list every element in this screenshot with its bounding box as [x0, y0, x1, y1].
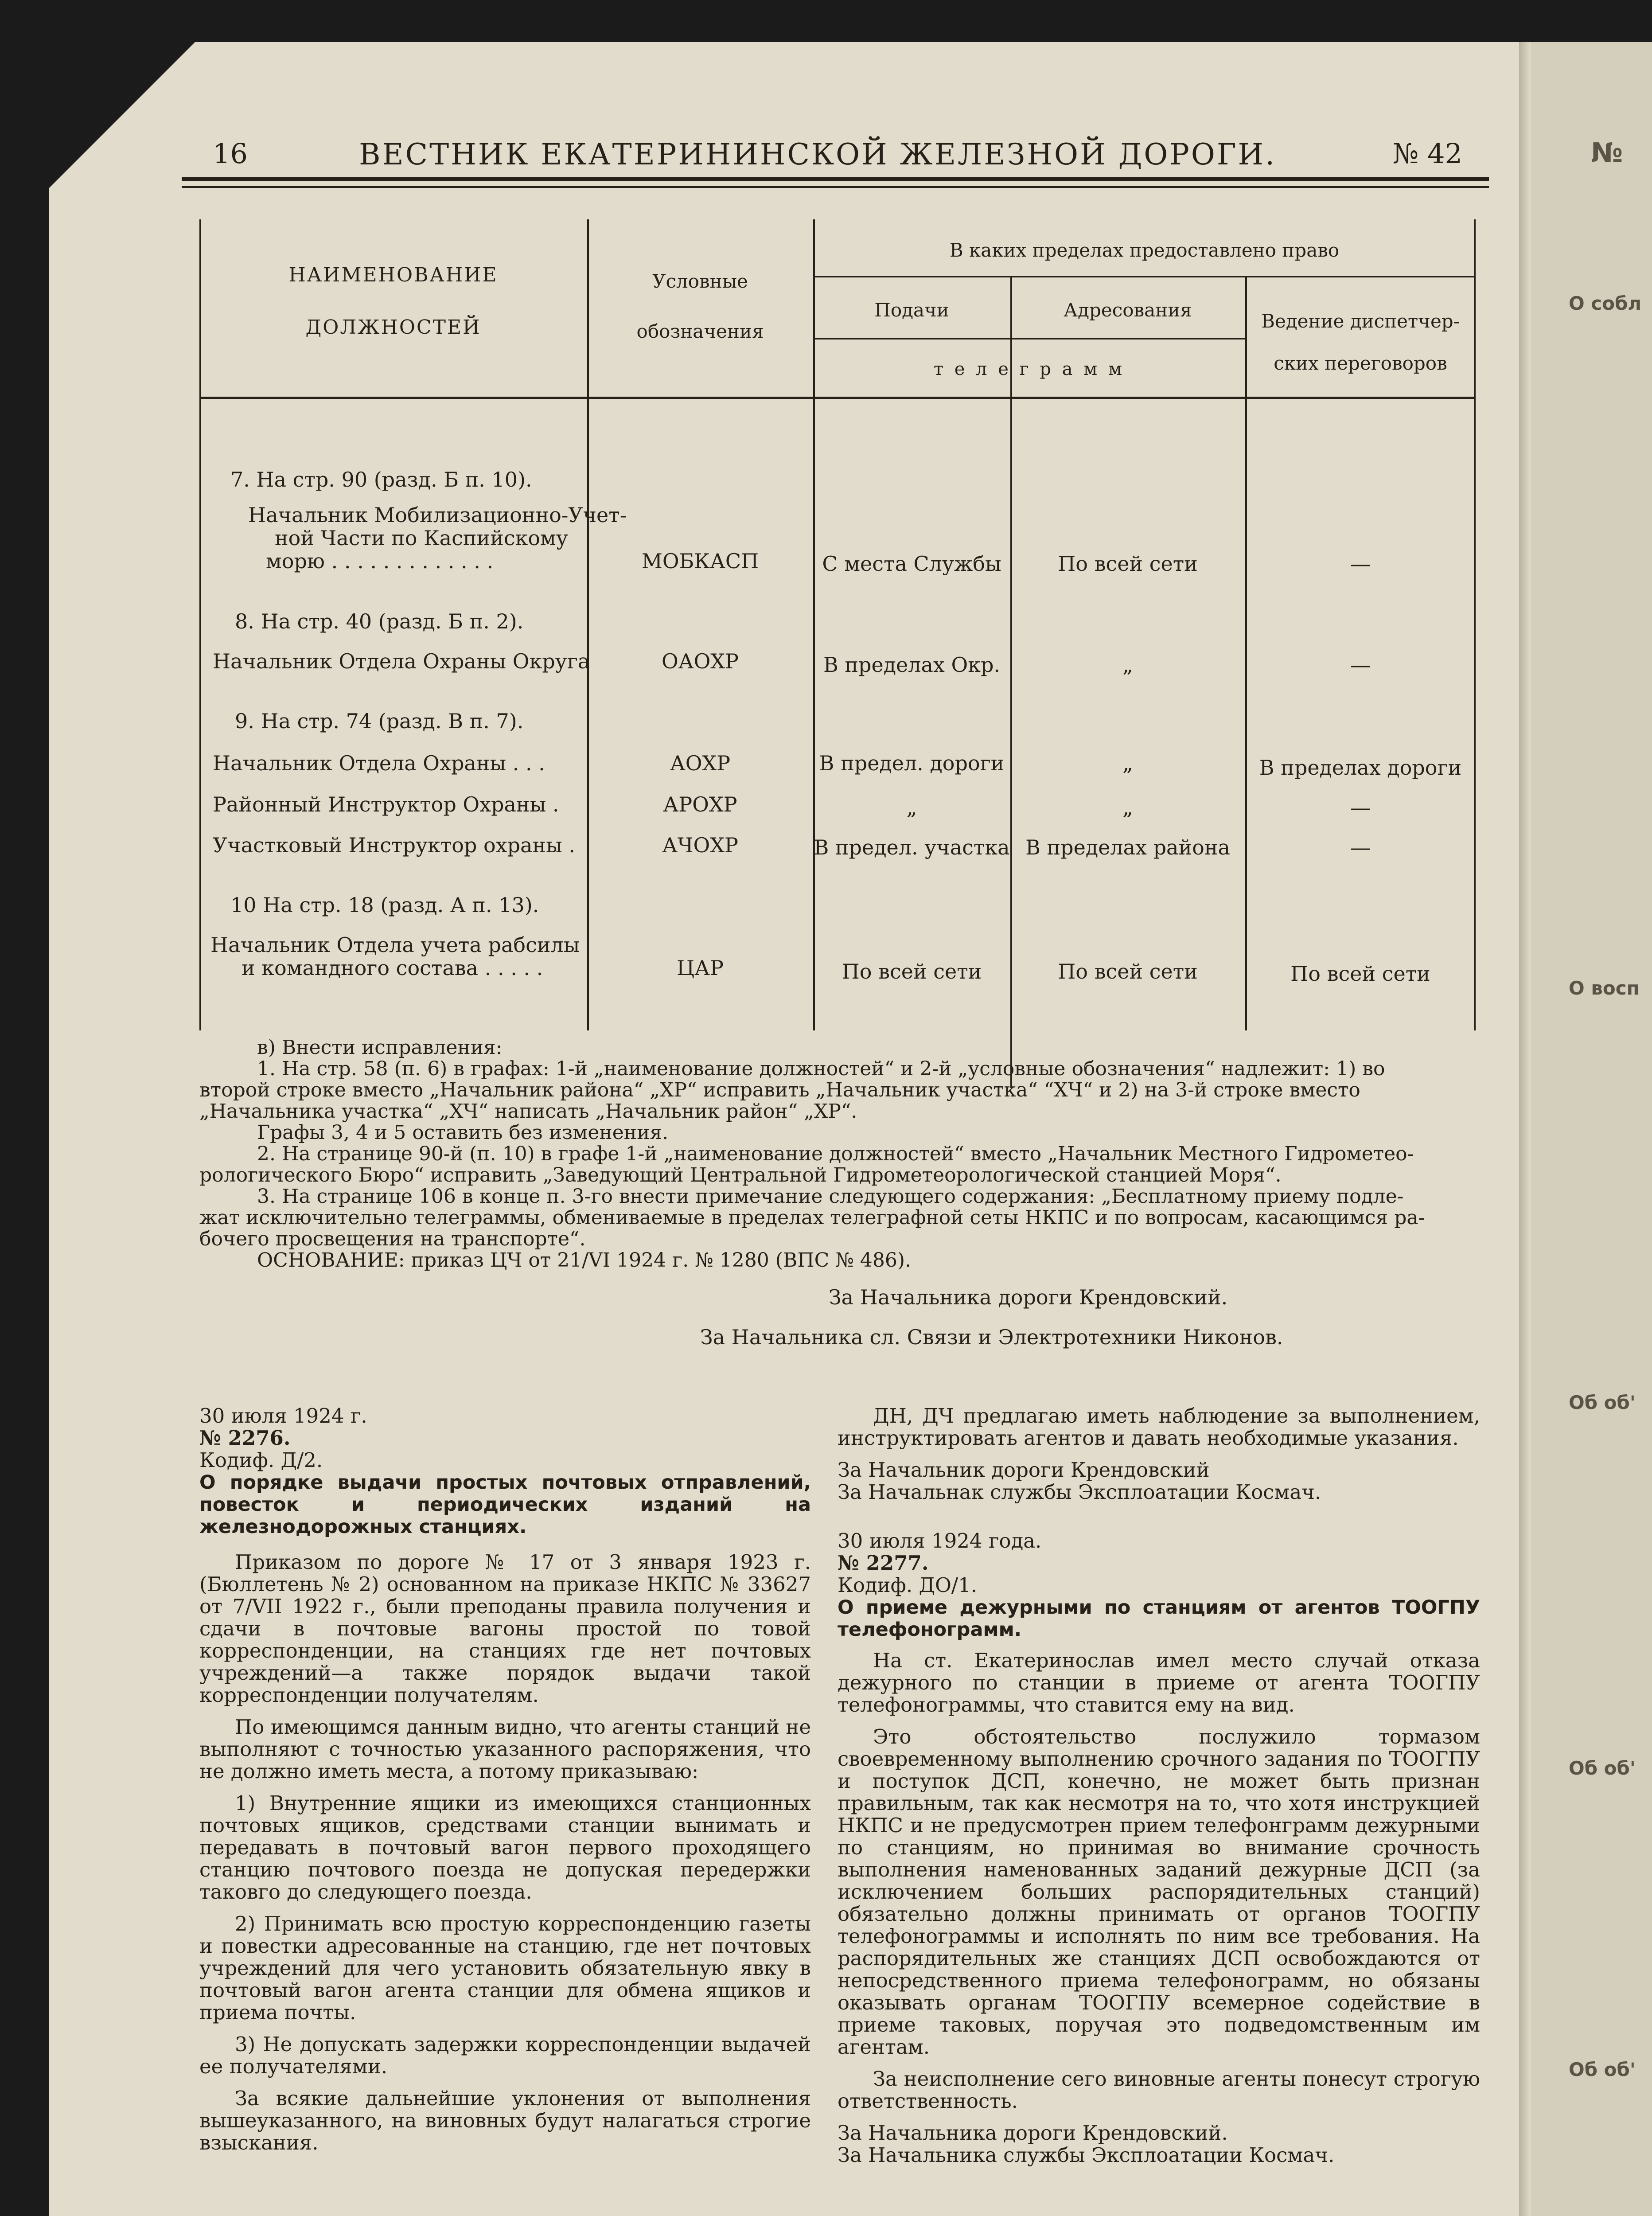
page-fold: [1519, 42, 1531, 2216]
note-line: 1. На стр. 58 (п. 6) в графах: 1-й „наименование должностей“ и 2-й „условные обозначения“ надлежит: 1) во: [257, 1057, 1385, 1080]
section-label: 10 На стр. 18 (разд. А п. 13).: [230, 893, 539, 917]
publication-title: ВЕСТНИК ЕКАТЕРИНИНСКОЙ ЖЕЛЕЗНОЙ ДОРОГИ.: [359, 137, 1277, 172]
table-border-left: [199, 219, 201, 1030]
issue-number: № 42: [1392, 137, 1462, 170]
column-header-code: Условные: [652, 270, 748, 292]
next-page-edge: [1524, 42, 1652, 2216]
torn-corner: [49, 42, 195, 188]
row-code: АОХР: [670, 751, 731, 775]
row-name: морю . . . . . . . . . . . . .: [266, 549, 494, 573]
row-submit: В предел. участка: [814, 835, 1010, 859]
note-line: бочего просвещения на транспорте“.: [199, 1228, 586, 1250]
signature-line: За Начальника дороги Крендовский.: [829, 1285, 1228, 1309]
note-basis: ОСНОВАНИЕ: приказ ЦЧ от 21/VI 1924 г. № 1280 (ВПС № 486).: [257, 1249, 912, 1272]
row-dispatch: По всей сети: [1290, 962, 1430, 986]
signature-line: За Начальника сл. Связи и Электротехники Никонов.: [700, 1325, 1283, 1349]
page-number: 16: [213, 137, 248, 170]
section-label: 9. На стр. 74 (разд. В п. 7).: [235, 709, 524, 733]
order-2276: [199, 1405, 811, 2164]
edge-fragment: №: [1591, 137, 1623, 168]
order-code: Кодиф. ДО/1.: [838, 1573, 978, 1597]
column-divider: [813, 219, 815, 1030]
row-address: В пределах района: [1025, 835, 1230, 859]
order-date: 30 июля 1924 г.: [199, 1404, 367, 1428]
row-dispatch: —: [1350, 653, 1371, 677]
row-submit: По всей сети: [842, 960, 982, 983]
edge-fragment: Об об': [1569, 2059, 1636, 2080]
header-rule-thin: [182, 186, 1489, 188]
row-name: Участковый Инструктор охраны .: [213, 833, 576, 857]
positions-table: [199, 219, 1476, 1030]
row-address: По всей сети: [1058, 960, 1198, 983]
row-code: МОБКАСП: [641, 549, 759, 573]
row-name: Районный Инструктор Охраны .: [213, 792, 559, 816]
order-2277: [838, 1405, 1480, 2166]
note-line: 2. На странице 90-й (п. 10) в графе 1-й „наименование должностей“ вместо „Начальник Местного Гидрометео-: [257, 1143, 1414, 1165]
note-line: второй строке вместо „Начальник района“ „ХР“ исправить „Начальник участка“ “ХЧ“ и 2) на 3-й строке вместо: [199, 1079, 1360, 1101]
note-line: „Начальника участка“ „ХЧ“ написать „Начальник район“ „ХР“.: [199, 1100, 857, 1123]
table-border-right: [1474, 219, 1476, 1030]
paragraph: 3) Не допускать задержки корреспонденции выдачей ее получателями.: [199, 2033, 811, 2078]
column-header-code: обозначения: [636, 320, 764, 342]
column-header-name: ДОЛЖНОСТЕЙ: [305, 316, 481, 339]
row-name: Начальник Отдела Охраны . . .: [213, 751, 545, 775]
row-submit: „: [906, 796, 917, 819]
row-name: ной Части по Каспийскому: [275, 526, 568, 550]
paragraph: За неисполнение сего виновные агенты понесут строгую ответственность.: [838, 2067, 1480, 2113]
section-label: 7. На стр. 90 (разд. Б п. 10).: [230, 468, 532, 492]
row-dispatch: —: [1350, 552, 1371, 576]
order-date: 30 июля 1924 года.: [838, 1529, 1042, 1553]
paragraph: ДН, ДЧ предлагаю иметь наблюдение за выполнением, инструктировать агентов и давать необходимые указания.: [838, 1404, 1480, 1450]
row-dispatch: —: [1350, 796, 1371, 819]
signature-line: За Начальник дороги Крендовский: [838, 1458, 1210, 1482]
order-heading: О приеме дежурными по станциям от агентов ТООГПУ телефонограмм.: [838, 1596, 1480, 1641]
row-code: АЧОХР: [662, 833, 738, 857]
subheader-dispatch: ских переговоров: [1274, 352, 1447, 374]
note-line: Графы 3, 4 и 5 оставить без изменения.: [257, 1121, 669, 1144]
header-bottom-rule: [199, 397, 1476, 399]
row-submit: С места Службы: [822, 552, 1001, 576]
paragraph: Это обстоятельство послужило тормазом своевременному выполнению срочного задания по ТООГПУ и поступок ДСП, конечно, не может быть признан правильным, так как несмотря на то, что хотя инструкцией НКПС и не предусмотрен прием телефонграмм дежурными по станциям, но принимая во внимание срочность выполнения наменованных заданий дежурные ДСП (за исключением больших распорядительных станций) обязательно должны принимать от органов ТООГПУ телефонограммы и исполнять по ним все требования. На распорядительных же станциях ДСП освобождаются от непосредственного приема телефонограмм, но обязаны оказывать органам ТООГПУ всемерное содействие в приеме таковых, поручая это подведомственным им агентам.: [838, 1725, 1480, 2059]
page-header: [182, 133, 1489, 199]
row-address: „: [1122, 751, 1133, 775]
row-name: и командного состава . . . . .: [242, 956, 543, 980]
group-header: В каких пределах предоставлено право: [949, 239, 1340, 261]
row-name: Начальник Отдела Охраны Округа: [213, 649, 590, 673]
edge-fragment: О собл: [1569, 293, 1642, 314]
row-code: ЦАР: [677, 956, 724, 980]
row-code: АРОХР: [663, 792, 737, 816]
order-code: Кодиф. Д/2.: [199, 1448, 323, 1472]
note-line: 3. На странице 106 в конце п. 3-го внести примечание следующего содержания: „Бесплатному приему подле-: [257, 1185, 1404, 1208]
paragraph: По имеющимся данным видно, что агенты станций не выполняют с точностью указанного распоряжения, что не должно иметь места, а потому приказываю:: [199, 1715, 811, 1783]
subheader-dispatch: Ведение диспетчер-: [1261, 310, 1460, 332]
edge-fragment: О восп: [1569, 977, 1640, 999]
paragraph: На ст. Екатеринослав имел место случай отказа дежурного по станции в приеме от агента ТООГПУ телефонограммы, что ставится ему на вид.: [838, 1649, 1480, 1717]
paragraph: 1) Внутренние ящики из имеющихся станционных почтовых ящиков, средствами станции вынимать и передавать в почтовый вагон первого проходящего станцию почтового поезда не допуская передержки таковго до следующего поезда.: [199, 1791, 811, 1904]
signature-line: За Начальника службы Эксплоатации Космач.: [838, 2143, 1335, 2167]
order-number: № 2277.: [838, 1551, 929, 1575]
order-heading: О порядке выдачи простых почтовых отправлений, повесток и периодических изданий на железнодорожных станциях.: [199, 1471, 811, 1538]
section-label: 8. На стр. 40 (разд. Б п. 2).: [235, 609, 524, 633]
row-name: Начальник Отдела учета рабсилы: [210, 933, 580, 957]
row-submit: В пределах Окр.: [823, 653, 1001, 677]
paragraph: За всякие дальнейшие уклонения от выполнения вышеуказанного, на виновных будут налагаться строгие взыскания.: [199, 2087, 811, 2154]
row-dispatch: —: [1350, 835, 1371, 859]
corrections-notes: [199, 1037, 1476, 1271]
subheader-address: Адресования: [1064, 299, 1192, 321]
paragraph: 2) Принимать всю простую корреспонденцию газеты и повестки адресованные на станцию, где нет почтовых учреждений для чего установить обязательную явку в почтовый вагон агента станции для обмена ящиков и приема почты.: [199, 1912, 811, 2024]
note-line: жат исключительно телеграммы, обмениваемые в пределах телеграфной сеты НКПС и по вопросам, касающимся ра-: [199, 1206, 1425, 1229]
row-name: Начальник Мобилизационно-Учет-: [248, 503, 627, 527]
row-dispatch: В пределах дороги: [1259, 756, 1462, 780]
header-rule: [182, 177, 1489, 181]
paragraph: Приказом по дороге № 17 от 3 января 1923 г. (Бюллетень № 2) основанном на приказе НКПС № 33627 от 7/VII 1922 г., были преподаны правила получения и сдачи в почтовые вагоны простой по товой корреспонденции, на станциях где нет почтовых учреждений—а также порядок выдачи такой корреспонденции получателям.: [199, 1550, 811, 1707]
row-code: ОАОХР: [662, 649, 739, 673]
header-rule: [813, 276, 1476, 277]
edge-fragment: Об об': [1569, 1757, 1636, 1779]
note-line: рологического Бюро“ исправить „Заведующий Центральной Гидрометеорологической станцией Моря“.: [199, 1164, 1282, 1186]
signature-line: За Начальника дороги Крендовский.: [838, 2121, 1228, 2145]
subheader-submit: Подачи: [874, 299, 949, 321]
edge-fragment: Об об': [1569, 1392, 1636, 1413]
order-number: № 2276.: [199, 1426, 291, 1450]
row-address: „: [1122, 653, 1133, 677]
row-address: По всей сети: [1058, 552, 1198, 576]
signature-line: За Начальнак службы Эксплоатации Космач.: [838, 1480, 1321, 1504]
column-header-name: НАИМЕНОВАНИЕ: [288, 264, 498, 286]
header-rule: [813, 338, 1245, 339]
row-address: „: [1122, 796, 1133, 819]
subheader-telegrams: т е л е г р а м м: [933, 359, 1125, 379]
row-submit: В предел. дороги: [819, 751, 1005, 775]
note-line: в) Внести исправления:: [257, 1036, 503, 1059]
